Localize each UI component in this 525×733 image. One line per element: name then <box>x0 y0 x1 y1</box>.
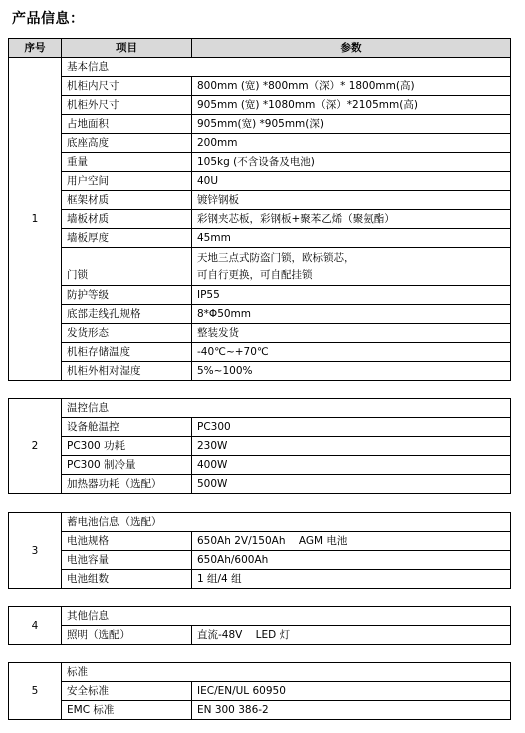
table-row <box>9 77 511 96</box>
row-label: 照明（选配） <box>62 626 192 645</box>
row-label: 电池组数 <box>62 570 192 589</box>
section-title: 其他信息 <box>62 607 511 626</box>
row-value: 650Ah/600Ah <box>192 551 511 570</box>
section-title: 标准 <box>62 663 511 682</box>
row-label: 发货形态 <box>62 324 192 343</box>
row-value: 400W <box>192 456 511 475</box>
row-label: 墙板材质 <box>62 210 192 229</box>
spec-table-standards <box>8 662 511 720</box>
row-value: 40U <box>192 172 511 191</box>
row-value: IEC/EN/UL 60950 <box>192 682 511 701</box>
header-no: 序号 <box>9 39 62 58</box>
row-label: PC300 功耗 <box>62 437 192 456</box>
table-row <box>9 418 511 437</box>
table-row <box>9 248 511 286</box>
row-value: 105kg (不含设备及电池) <box>192 153 511 172</box>
row-label: 设备舱温控 <box>62 418 192 437</box>
page-title: 产品信息： <box>12 11 85 27</box>
table-row <box>9 172 511 191</box>
row-label: 用户空间 <box>62 172 192 191</box>
row-value: 彩钢夹芯板，彩钢板+聚苯乙烯（聚氨酯） <box>192 210 511 229</box>
row-label: 机柜外尺寸 <box>62 96 192 115</box>
table-row <box>9 191 511 210</box>
row-value: 905mm(宽) *905mm(深) <box>192 115 511 134</box>
section-no: 3 <box>9 513 62 589</box>
section-title: 温控信息 <box>62 399 511 418</box>
row-label: 重量 <box>62 153 192 172</box>
section-no: 5 <box>9 663 62 720</box>
section-title: 基本信息 <box>62 58 511 77</box>
row-value: IP55 <box>192 286 511 305</box>
header-item: 项目 <box>62 39 192 58</box>
row-value: 镀锌钢板 <box>192 191 511 210</box>
row-label: 机柜外相对湿度 <box>62 362 192 381</box>
row-label: 防护等级 <box>62 286 192 305</box>
row-value: 45mm <box>192 229 511 248</box>
spec-table-basic <box>8 38 511 381</box>
spec-table-battery <box>8 512 511 589</box>
section-no: 1 <box>9 58 62 381</box>
row-value: 8*Φ50mm <box>192 305 511 324</box>
section-title: 蓄电池信息（选配） <box>62 513 511 532</box>
row-label: 框架材质 <box>62 191 192 210</box>
table-row <box>9 134 511 153</box>
table-row <box>9 456 511 475</box>
row-label: 电池规格 <box>62 532 192 551</box>
row-value-line: 天地三点式防盗门锁，欧标锁芯， <box>197 251 355 264</box>
row-label: 加热器功耗（选配） <box>62 475 192 494</box>
spec-table-other <box>8 606 511 645</box>
table-row <box>9 682 511 701</box>
table-row <box>9 362 511 381</box>
section-no: 2 <box>9 399 62 494</box>
table-row <box>9 701 511 720</box>
row-value: 905mm (宽) *1080mm（深）*2105mm(高) <box>192 96 511 115</box>
section-no: 4 <box>9 607 62 645</box>
row-value: 5%~100% <box>192 362 511 381</box>
table-row <box>9 210 511 229</box>
row-value: 230W <box>192 437 511 456</box>
row-label: 电池容量 <box>62 551 192 570</box>
table-row <box>9 286 511 305</box>
row-label: 墙板厚度 <box>62 229 192 248</box>
row-value: EN 300 386-2 <box>192 701 511 720</box>
row-label: 机柜存储温度 <box>62 343 192 362</box>
table-row <box>9 475 511 494</box>
table-row <box>9 115 511 134</box>
row-value: 500W <box>192 475 511 494</box>
row-label: PC300 制冷量 <box>62 456 192 475</box>
row-label: EMC 标准 <box>62 701 192 720</box>
row-value: 800mm (宽) *800mm（深）* 1800mm(高) <box>192 77 511 96</box>
row-label: 门锁 <box>62 248 192 286</box>
row-value: 整装发货 <box>192 324 511 343</box>
row-value: PC300 <box>192 418 511 437</box>
table-row <box>9 437 511 456</box>
table-row <box>9 153 511 172</box>
header-param: 参数 <box>192 39 511 58</box>
table-row <box>9 343 511 362</box>
row-label: 占地面积 <box>62 115 192 134</box>
row-value-line: 可自行更换，可自配挂锁 <box>197 268 313 281</box>
table-row <box>9 324 511 343</box>
row-value: 1 组/4 组 <box>192 570 511 589</box>
spec-table-thermal <box>8 398 511 494</box>
row-value: 直流-48V LED 灯 <box>192 626 511 645</box>
row-value: 200mm <box>192 134 511 153</box>
table-row <box>9 532 511 551</box>
table-row <box>9 305 511 324</box>
row-value <box>192 248 511 286</box>
table-row <box>9 229 511 248</box>
row-value: -40℃~+70℃ <box>192 343 511 362</box>
table-row <box>9 551 511 570</box>
table-row <box>9 96 511 115</box>
row-label: 机柜内尺寸 <box>62 77 192 96</box>
row-value: 650Ah 2V/150Ah AGM 电池 <box>192 532 511 551</box>
row-label: 底部走线孔规格 <box>62 305 192 324</box>
table-row <box>9 570 511 589</box>
table-row <box>9 626 511 645</box>
row-label: 底座高度 <box>62 134 192 153</box>
row-label: 安全标准 <box>62 682 192 701</box>
